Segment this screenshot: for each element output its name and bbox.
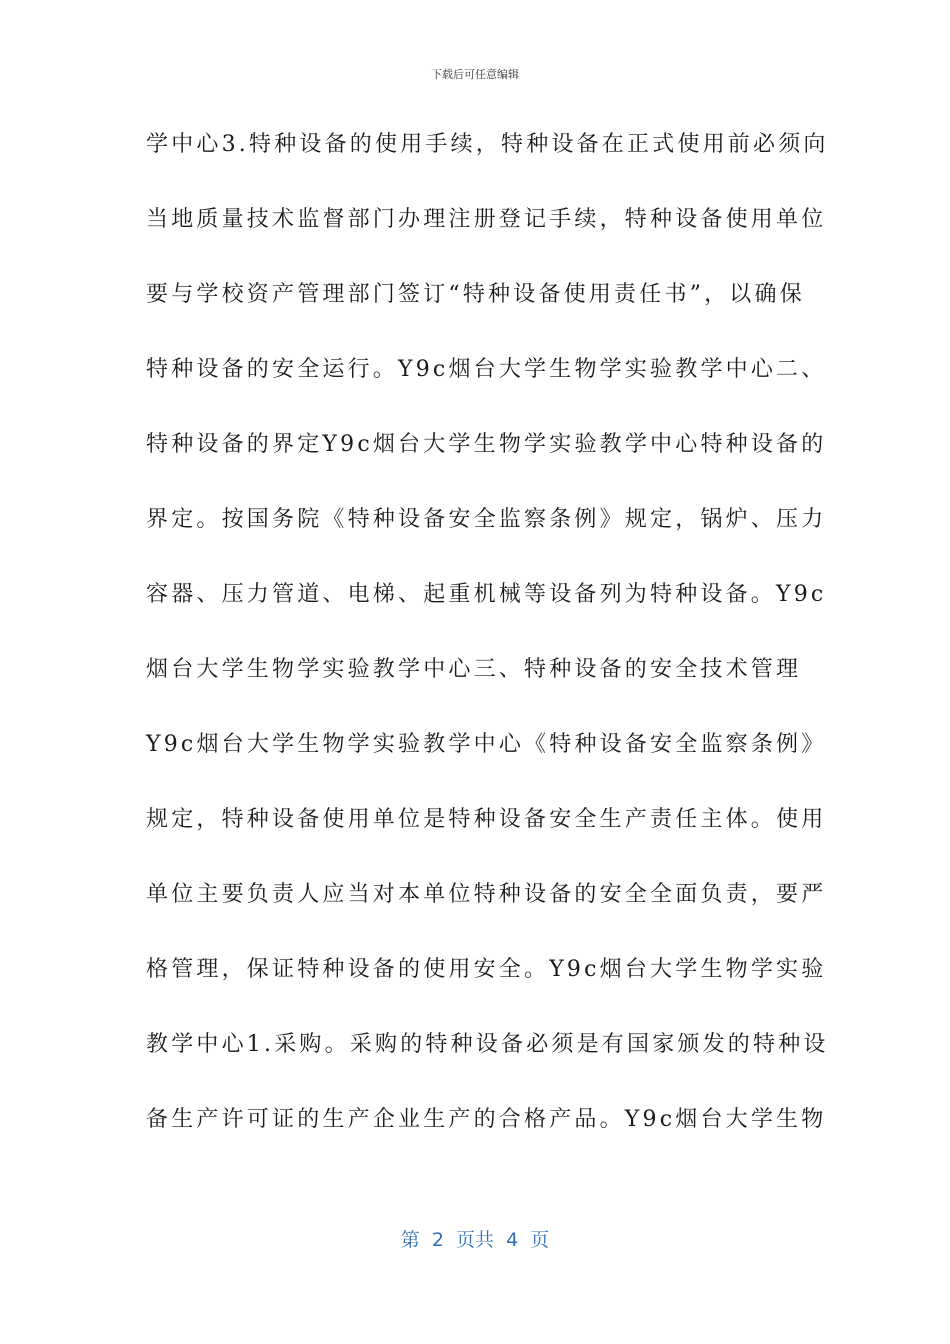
body-line: 教学中心1.采购。采购的特种设备必须是有国家颁发的特种设 [146,1032,829,1057]
body-line: 格管理，保证特种设备的使用安全。Y9c烟台大学生物学实验 [146,957,827,982]
body-line: 界定。按国务院《特种设备安全监察条例》规定，锅炉、压力 [146,507,827,532]
body-line: 特种设备的安全运行。Y9c烟台大学生物学实验教学中心二、 [146,357,827,382]
body-line: Y9c烟台大学生物学实验教学中心《特种设备安全监察条例》 [146,732,827,757]
document-body [146,120,829,1170]
body-line: 要与学校资产管理部门签订“特种设备使用责任书”，以确保 [146,282,805,307]
body-line: 容器、压力管道、电梯、起重机械等设备列为特种设备。Y9c [146,582,827,607]
page-number: 第 2 页共 4 页 [400,1229,550,1251]
body-line: 当地质量技术监督部门办理注册登记手续，特种设备使用单位 [146,207,827,232]
body-line: 烟台大学生物学实验教学中心三、特种设备的安全技术管理 [146,657,802,682]
body-line: 规定，特种设备使用单位是特种设备安全生产责任主体。使用 [146,807,827,832]
body-line: 单位主要负责人应当对本单位特种设备的安全全面负责，要严 [146,882,827,907]
body-line: 学中心3.特种设备的使用手续，特种设备在正式使用前必须向 [146,132,829,157]
body-line: 备生产许可证的生产企业生产的合格产品。Y9c烟台大学生物 [146,1107,827,1132]
page-header-note: 下载后可任意编辑 [431,68,519,81]
body-line: 特种设备的界定Y9c烟台大学生物学实验教学中心特种设备的 [146,432,827,457]
